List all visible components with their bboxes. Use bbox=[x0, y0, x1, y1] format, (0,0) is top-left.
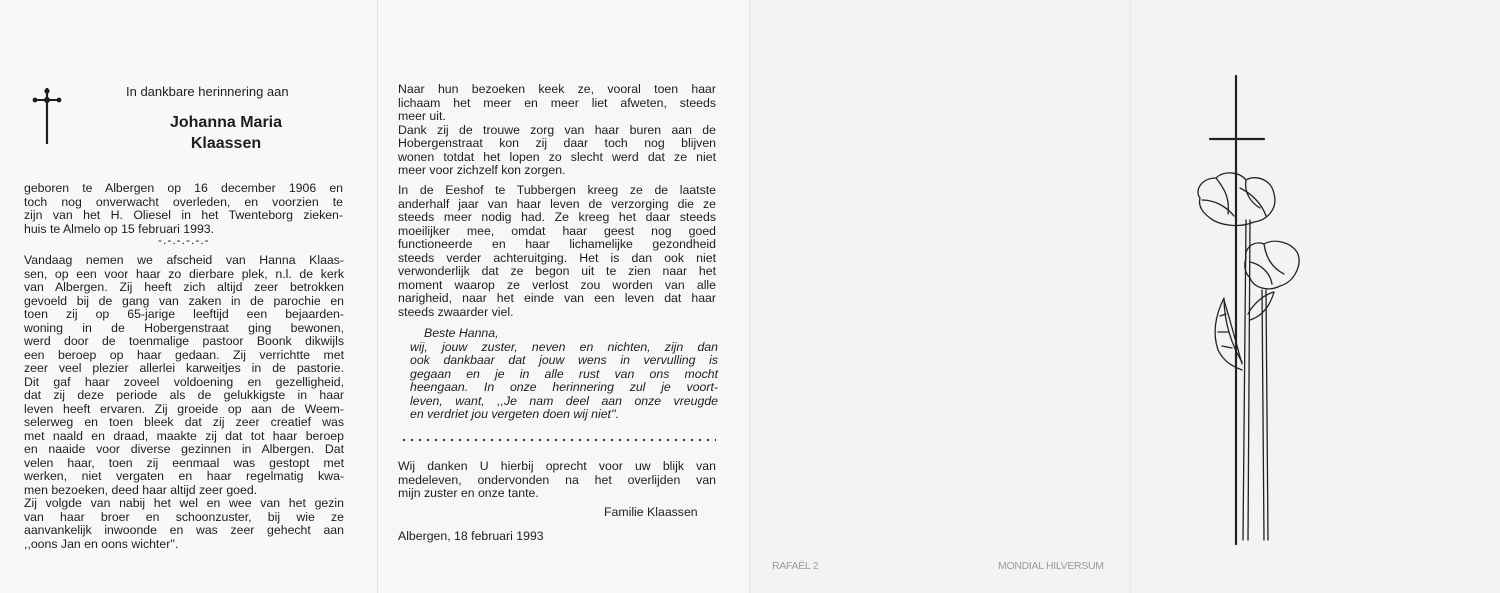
family-signature: Familie Klaassen bbox=[604, 505, 698, 519]
text-line: Hobergenstraat kon zij daar toch nog blijven bbox=[398, 136, 716, 150]
text-line: Dit gaf haar zoveel voldoening en gezelligheid, bbox=[24, 374, 344, 389]
intro-text: In dankbare herinnering aan bbox=[126, 84, 289, 99]
footer-printer: MONDIAL HILVERSUM bbox=[998, 560, 1104, 572]
text-line: Zij volgde van nabij het wel en wee van het gezin bbox=[24, 496, 344, 510]
cross-with-poppies-illustration bbox=[1180, 70, 1320, 550]
text-line: Wij danken U hierbij oprecht voor uw blijk van bbox=[398, 459, 716, 473]
text-line: zijn van het H. Oliesel in het Twenteborg zieken- bbox=[24, 208, 343, 222]
text-line: anderhalf jaar van haar leven de verzorging die ze bbox=[398, 196, 716, 211]
text-line: velen haar, toen zij eenmaal was gestopt met bbox=[24, 455, 344, 470]
text-line: geboren te Albergen op 16 december 1906 en bbox=[24, 181, 343, 195]
text-line: en verdriet jou vergeten doen wij niet''. bbox=[410, 407, 620, 421]
separator: -.-.-.-.-.- bbox=[158, 233, 210, 247]
text-line: leven heeft ervaren. Zij groeide op aan de Weem- bbox=[24, 401, 344, 416]
text-line: een beroep op haar gedaan. Zij verrichtte met bbox=[24, 347, 344, 362]
text-line: ook dankbaar dat jouw wens in vervulling is bbox=[410, 353, 718, 367]
text-line: functioneerde en haar lichamelijke gezondheid bbox=[398, 237, 716, 251]
text-line: selerweg en toen bleek dat zij zeer creatief was bbox=[24, 415, 344, 429]
text-line: van Albergen. Zij heeft zich altijd zeer betrokken bbox=[24, 280, 344, 294]
footer-card-model: RAFAËL 2 bbox=[772, 560, 819, 572]
text-line: gevoeld bij de gang van zaken in de parochie en bbox=[24, 293, 344, 308]
text-line: huis te Almelo op 15 februari 1993. bbox=[24, 221, 215, 236]
text-line: moeilijker mee, omdat haar geest nog goed bbox=[398, 223, 716, 238]
text-line: In de Eeshof te Tubbergen kreeg ze de laatste bbox=[398, 183, 716, 197]
text-line: toen zij op 65-jarige leeftijd een bejaarden- bbox=[24, 307, 344, 321]
text-line: en naaide voor diverse gezinnen in Albergen. Dat bbox=[24, 442, 344, 456]
text-line: verwonderlijk dat ze begon uit te zien naar het bbox=[398, 264, 716, 278]
text-line: met naald en draad, maakte zij dat tot haar beroep bbox=[24, 428, 344, 443]
text-line: steeds meer nodig had. Ze kreeg het daar steeds bbox=[398, 210, 716, 224]
text-line: toch nog onverwacht overleden, en voorzien te bbox=[24, 194, 343, 209]
text-line: steeds verder achteruitging. Het is dan ook niet bbox=[398, 250, 716, 265]
text-line: men bezoeken, deed haar altijd zeer goed. bbox=[24, 482, 258, 497]
text-line: zeer veel plezier allerlei karweitjes in de pastorie. bbox=[24, 361, 344, 375]
text-line: werken, niet vergaten en haar regelmatig kwa- bbox=[24, 469, 344, 483]
text-line: wij, jouw zuster, neven en nichten, zijn dan bbox=[410, 339, 718, 354]
right-panel bbox=[750, 0, 1500, 593]
text-line: narigheid, naar het einde van een leven dat haar bbox=[398, 291, 716, 305]
text-line: Naar hun bezoeken keek ze, vooral toen haar bbox=[398, 82, 716, 96]
text-line: mijn zuster en onze tante. bbox=[398, 486, 539, 500]
text-line: meer uit. bbox=[398, 109, 446, 123]
text-line: Vandaag nemen we afscheid van Hanna Klaas- bbox=[24, 253, 344, 267]
text-line: van haar broer en schoonzuster, bij wie ze bbox=[24, 509, 344, 524]
text-line: werd door de toenmalige pastoor Boonk dikwijls bbox=[24, 334, 344, 348]
text-line: woning in de Hobergenstraat ging bewonen, bbox=[24, 320, 344, 335]
text-line: aanvankelijk inwoonde en was zeer gehecht aan bbox=[24, 523, 344, 537]
text-line: steeds zwaarder viel. bbox=[398, 304, 514, 319]
text-line: heengaan. In onze herinnering zul je voort- bbox=[410, 380, 718, 394]
text-line: dat zij deze periode als de gelukkigste in haar bbox=[24, 388, 344, 402]
text-line: leven, want, ,,Je nam deel aan onze vreugde bbox=[410, 393, 718, 408]
cross-icon bbox=[32, 88, 62, 144]
place-date: Albergen, 18 februari 1993 bbox=[398, 529, 544, 543]
text-line: lichaam het meer en meer liet afweten, steeds bbox=[398, 95, 716, 110]
text-line: wonen totdat het lopen zo slecht werd dat ze niet bbox=[398, 149, 716, 164]
dotted-divider bbox=[400, 438, 716, 442]
deceased-first-names: Johanna Maria bbox=[169, 114, 283, 131]
text-line: ,,oons Jan en oons wichter''. bbox=[24, 536, 179, 551]
text-line: sen, op een voor haar zo dierbare plek, n.l. de kerk bbox=[24, 266, 344, 281]
text-line: moment waarop ze verlost zou worden van alle bbox=[398, 277, 716, 292]
fold-line bbox=[1130, 0, 1131, 593]
greeting: Beste Hanna, bbox=[424, 326, 499, 340]
text-line: medeleven, ondervonden na het overlijden van bbox=[398, 472, 716, 487]
text-line: meer voor zichzelf kon zorgen. bbox=[398, 163, 566, 177]
text-line: Dank zij de trouwe zorg van haar buren aan de bbox=[398, 122, 716, 137]
deceased-surname: Klaassen bbox=[190, 135, 262, 152]
text-line: gegaan en je in alle rust van ons mocht bbox=[410, 366, 718, 381]
